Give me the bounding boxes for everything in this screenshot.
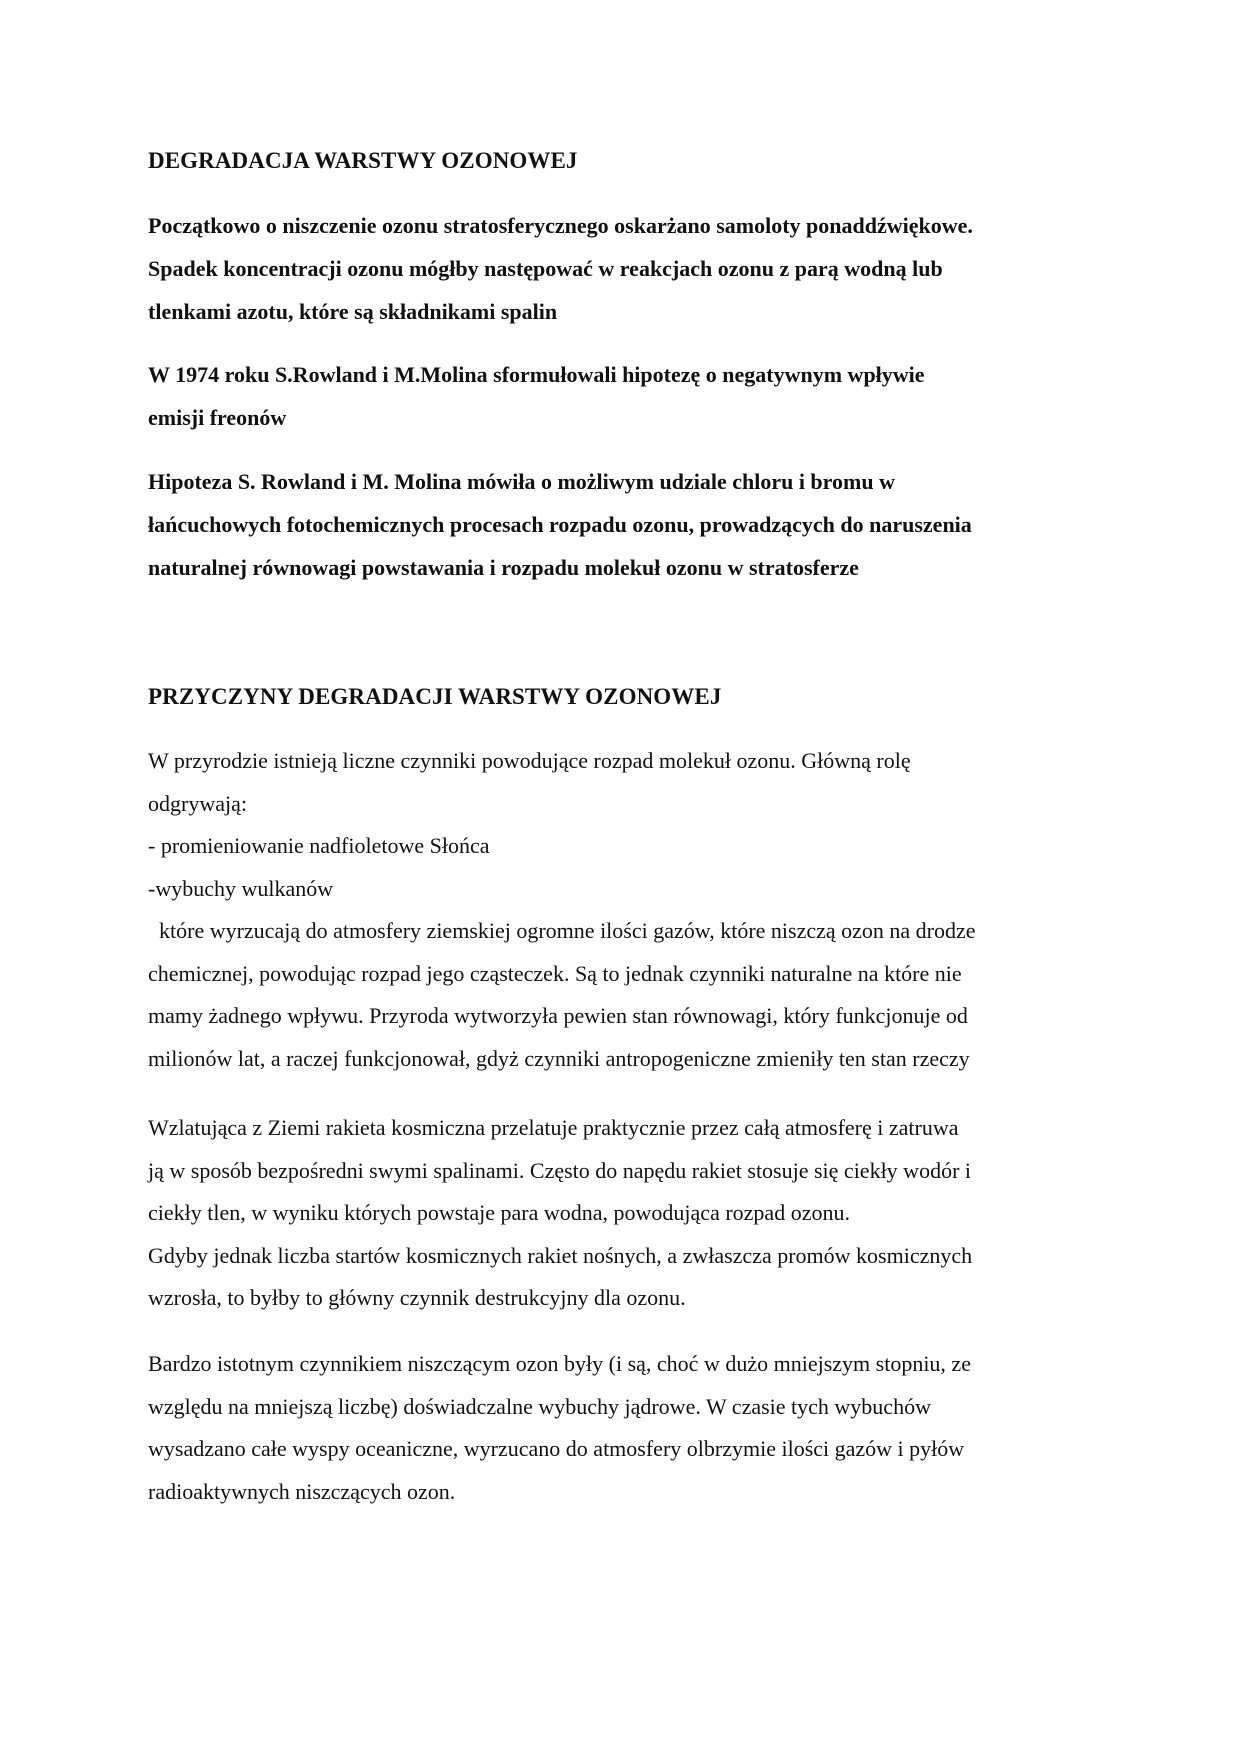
text-line: W 1974 roku S.Rowland i M.Molina sformułowali hipotezę o negatywnym wpływie <box>148 362 925 387</box>
text-line: Spadek koncentracji ozonu mógłby następować w reakcjach ozonu z parą wodną lub <box>148 256 943 281</box>
text-line: odgrywają: <box>148 790 247 816</box>
text-line: Początkowo o niszczenie ozonu stratosferycznego oskarżano samoloty ponaddźwiękowe. <box>148 213 973 238</box>
bold-paragraph-1 <box>148 204 1108 333</box>
body-paragraph-3 <box>148 1343 1108 1513</box>
text-line: naturalnej równowagi powstawania i rozpadu molekuł ozonu w stratosferze <box>148 555 859 580</box>
list-item: -wybuchy wulkanów <box>148 875 334 901</box>
heading-degradacja: DEGRADACJA WARSTWY OZONOWEJ <box>148 148 578 173</box>
text-line: chemicznej, powodując rozpad jego cząsteczek. Są to jednak czynniki naturalne na które nie <box>148 960 962 986</box>
text-line: łańcuchowych fotochemicznych procesach rozpadu ozonu, prowadzących do naruszenia <box>148 512 972 537</box>
text-line: milionów lat, a raczej funkcjonował, gdyż czynniki antropogeniczne zmieniły ten stan rzeczy <box>148 1045 970 1071</box>
text-line: Hipoteza S. Rowland i M. Molina mówiła o możliwym udziale chloru i bromu w <box>148 469 895 494</box>
text-line: radioaktywnych niszczących ozon. <box>148 1478 456 1504</box>
text-line: Wzlatująca z Ziemi rakieta kosmiczna przelatuje praktycznie przez całą atmosferę i zatruwa <box>148 1115 959 1140</box>
text-line: ciekły tlen, w wyniku których powstaje para wodna, powodująca rozpad ozonu. <box>148 1200 850 1225</box>
text-line: względu na mniejszą liczbę) doświadczalne wybuchy jądrowe. W czasie tych wybuchów <box>148 1393 931 1419</box>
text-line: wzrosła, to byłby to główny czynnik destrukcyjny dla ozonu. <box>148 1285 686 1310</box>
bold-paragraph-3 <box>148 460 1108 589</box>
text-line: mamy żadnego wpływu. Przyroda wytworzyła pewien stan równowagi, który funkcjonuje od <box>148 1003 968 1028</box>
bold-paragraph-2 <box>148 353 1108 439</box>
text-line: tlenkami azotu, które są składnikami spalin <box>148 299 558 324</box>
list-item: - promieniowanie nadfioletowe Słońca <box>148 833 490 858</box>
body-paragraph-1 <box>148 740 1108 1080</box>
text-line: emisji freonów <box>148 405 287 430</box>
text-line: które wyrzucają do atmosfery ziemskiej ogromne ilości gazów, które niszczą ozon na drodze <box>148 918 976 943</box>
body-paragraph-2 <box>148 1107 1108 1320</box>
text-line: Gdyby jednak liczba startów kosmicznych rakiet nośnych, a zwłaszcza promów kosmicznych <box>148 1242 973 1268</box>
text-line: W przyrodzie istnieją liczne czynniki powodujące rozpad molekuł ozonu. Główną rolę <box>148 748 911 773</box>
text-line: wysadzano całe wyspy oceaniczne, wyrzucano do atmosfery olbrzymie ilości gazów i pyłów <box>148 1436 965 1461</box>
text-line: ją w sposób bezpośredni swymi spalinami. Często do napędu rakiet stosuje się ciekły wodór i <box>148 1157 972 1183</box>
text-line: Bardzo istotnym czynnikiem niszczącym ozon były (i są, choć w dużo mniejszym stopniu, ze <box>148 1351 971 1376</box>
heading-przyczyny: PRZYCZYNY DEGRADACJI WARSTWY OZONOWEJ <box>148 684 722 709</box>
